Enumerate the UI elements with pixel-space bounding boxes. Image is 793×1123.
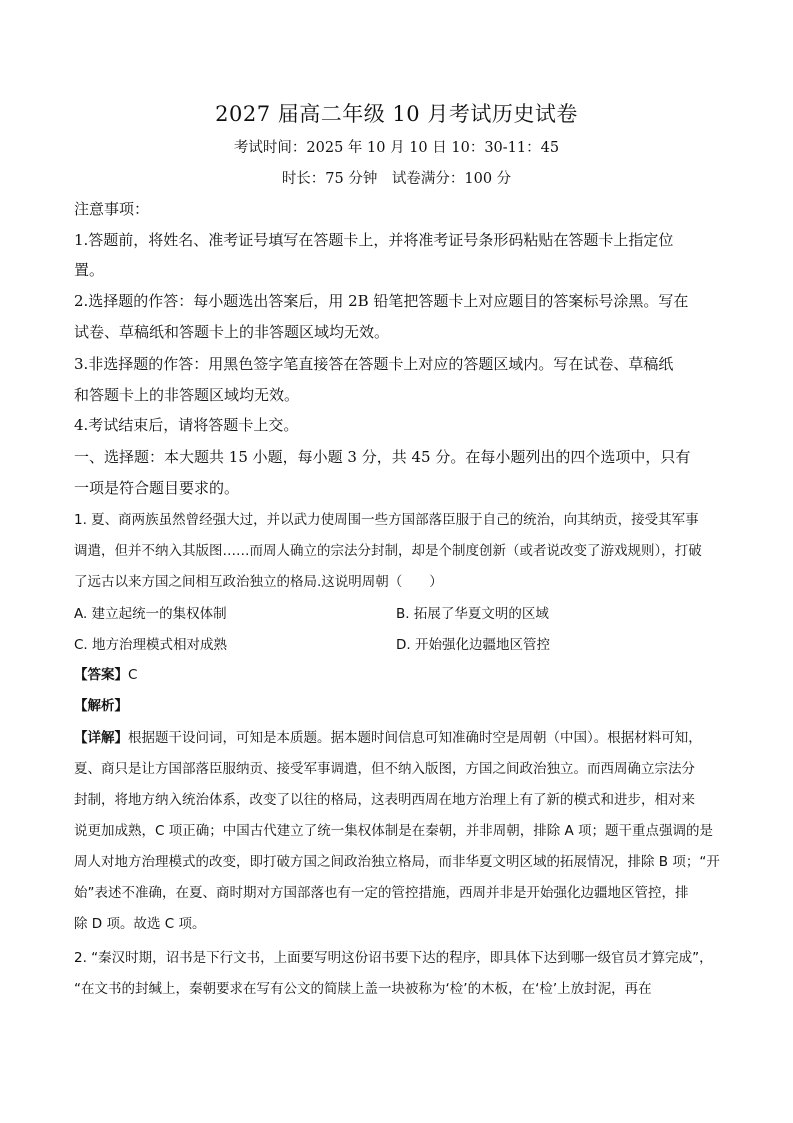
detail-text: 根据题干设问词，可知是本质题。据本题时间信息可知准确时空是周朝（中国）。根据材料可知， xyxy=(128,730,702,746)
detail-label: 【详解】 xyxy=(74,730,128,746)
exam-time: 考试时间：2025 年 10 月 10 日 10：30-11：45 xyxy=(233,140,560,156)
exam-duration: 时长：75 分钟 试卷满分：100 分 xyxy=(281,171,512,187)
detail-text: 除 D 项。故选 C 项。 xyxy=(74,916,206,932)
answer-value: C xyxy=(128,667,138,683)
detail-text: 始”表述不准确，在夏、商时期对方国部落也有一定的管控措施，西周并非是开始强化边疆地区管控，排 xyxy=(74,885,689,901)
notice-heading: 注意事项： xyxy=(74,200,150,218)
answer-line xyxy=(74,665,734,685)
question-2-text: “在文书的封缄上，秦朝要求在写有公文的简牍上盖一块被称为‘检’的木板，在‘检’上放封泥，再在 xyxy=(74,981,652,997)
option-c: C. 地方治理模式相对成熟 xyxy=(74,637,228,653)
question-1-text: 了远古以来方国之间相互政治独立的格局.这说明周朝（ ） xyxy=(74,574,443,590)
analysis-label: 【解析】 xyxy=(74,698,128,714)
notice-line: 4.考试结束后，请将答题卡上交。 xyxy=(74,416,299,434)
option-a: A. 建立起统一的集权体制 xyxy=(74,606,227,622)
option-d: D. 开始强化边疆地区管控 xyxy=(396,637,550,653)
section-instruction: 一、选择题：本大题共 15 小题，每小题 3 分，共 45 分。在每小题列出的四个选项中，只有 xyxy=(74,448,691,466)
option-b: B. 拓展了华夏文明的区域 xyxy=(396,606,549,622)
notice-line: 试卷、草稿纸和答题卡上的非答题区域均无效。 xyxy=(74,323,390,341)
question-2-text: 2. “秦汉时期，诏书是下行文书，上面要写明这份诏书要下达的程序，即具体下达到哪一级官员才算完成”， xyxy=(74,950,713,966)
answer-label: 【答案】 xyxy=(74,667,128,683)
notice-line: 3.非选择题的作答：用黑色签字笔直接答在答题卡上对应的答题区域内。写在试卷、草稿纸 xyxy=(74,355,674,373)
detail-line xyxy=(74,728,734,748)
page-title: 2027 届高二年级 10 月考试历史试卷 xyxy=(215,102,578,126)
question-1-text: 调遣，但并不纳入其版图……而周人确立的宗法分封制，却是个制度创新（或者说改变了游戏规则），打破 xyxy=(74,543,702,559)
notice-line: 1.答题前，将姓名、准考证号填写在答题卡上，并将准考证号条形码粘贴在答题卡上指定位 xyxy=(74,231,674,249)
detail-text: 封制，将地方纳入统治体系，改变了以往的格局，这表明西周在地方治理上有了新的模式和进步，相对来 xyxy=(74,792,695,808)
notice-line: 2.选择题的作答：每小题选出答案后，用 2B 铅笔把答题卡上对应题目的答案标号涂黑。写在 xyxy=(74,292,689,310)
detail-text: 说更加成熟，C 项正确；中国古代建立了统一集权体制是在秦朝，并非周朝，排除 A 项；题干重点强调的是 xyxy=(74,823,714,839)
notice-line: 置。 xyxy=(74,261,105,279)
question-1-text: 1. 夏、商两族虽然曾经强大过，并以武力使周围一些方国部落臣服于自己的统治，向其纳贡，接受其军事 xyxy=(74,512,699,528)
detail-text: 周人对地方治理模式的改变，即打破方国之间政治独立格局，而非华夏文明区域的拓展情况，排除 B 项；“开 xyxy=(74,854,720,870)
notice-line: 和答题卡上的非答题区域均无效。 xyxy=(74,386,300,404)
detail-text: 夏、商只是让方国部落臣服纳贡、接受军事调遣，但不纳入版图，方国之间政治独立。而西周确立宗法分 xyxy=(74,761,695,777)
section-instruction: 一项是符合题目要求的。 xyxy=(74,479,240,497)
analysis-line xyxy=(74,696,734,716)
